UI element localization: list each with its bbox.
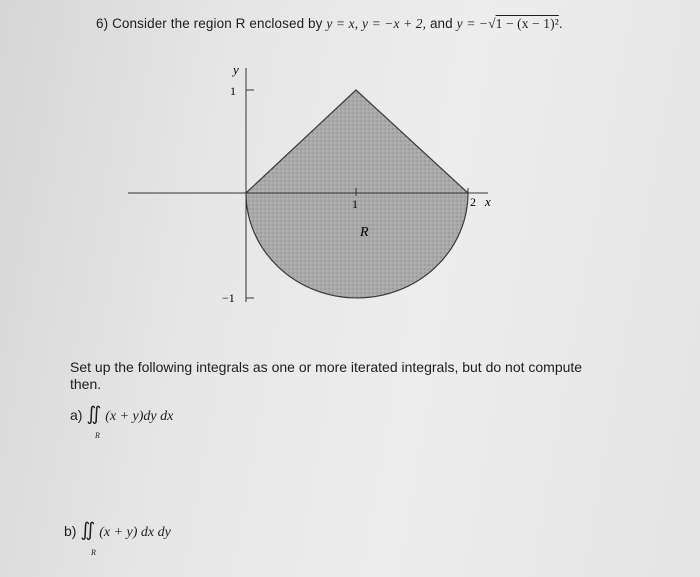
y-tick-bottom-label: −1 — [222, 291, 235, 305]
x-tick-2-label: 2 — [470, 195, 476, 209]
part-a — [70, 403, 173, 426]
sqrt-sign: √ — [488, 16, 496, 31]
region-r-shape — [246, 90, 468, 298]
part-b — [64, 519, 171, 542]
problem-lead-text: Consider the region R enclosed by — [112, 16, 323, 31]
part-b-region: R — [91, 548, 96, 557]
region-label: R — [360, 225, 369, 240]
y-axis-label: y — [233, 62, 239, 77]
equation-semicircle-radicand: 1 − (x − 1)² — [495, 16, 559, 31]
double-integral-symbol-a: ∬ — [86, 404, 102, 425]
equation-line-1: y = x, — [326, 16, 359, 31]
part-a-integrand: (x + y)dy dx — [105, 409, 174, 424]
x-axis-label: x — [485, 194, 491, 209]
y-tick-top-label: 1 — [230, 84, 236, 98]
x-tick-1-label: 1 — [352, 197, 358, 211]
part-b-label: b) — [64, 523, 77, 539]
part-b-integrand: (x + y) dx dy — [99, 525, 171, 540]
part-a-label: a) — [70, 407, 83, 423]
equation-semicircle-prefix: y = − — [456, 16, 489, 31]
equation-end-period: . — [558, 16, 563, 31]
double-integral-symbol-b: ∬ — [80, 520, 96, 541]
equation-line-2: y = −x + 2, — [362, 16, 427, 31]
and-word: and — [429, 16, 453, 31]
problem-number: 6) — [96, 16, 109, 31]
instructions-text: Set up the following integrals as one or more iterated integrals, but do not compute then. — [70, 359, 583, 392]
part-a-region: R — [95, 431, 100, 440]
